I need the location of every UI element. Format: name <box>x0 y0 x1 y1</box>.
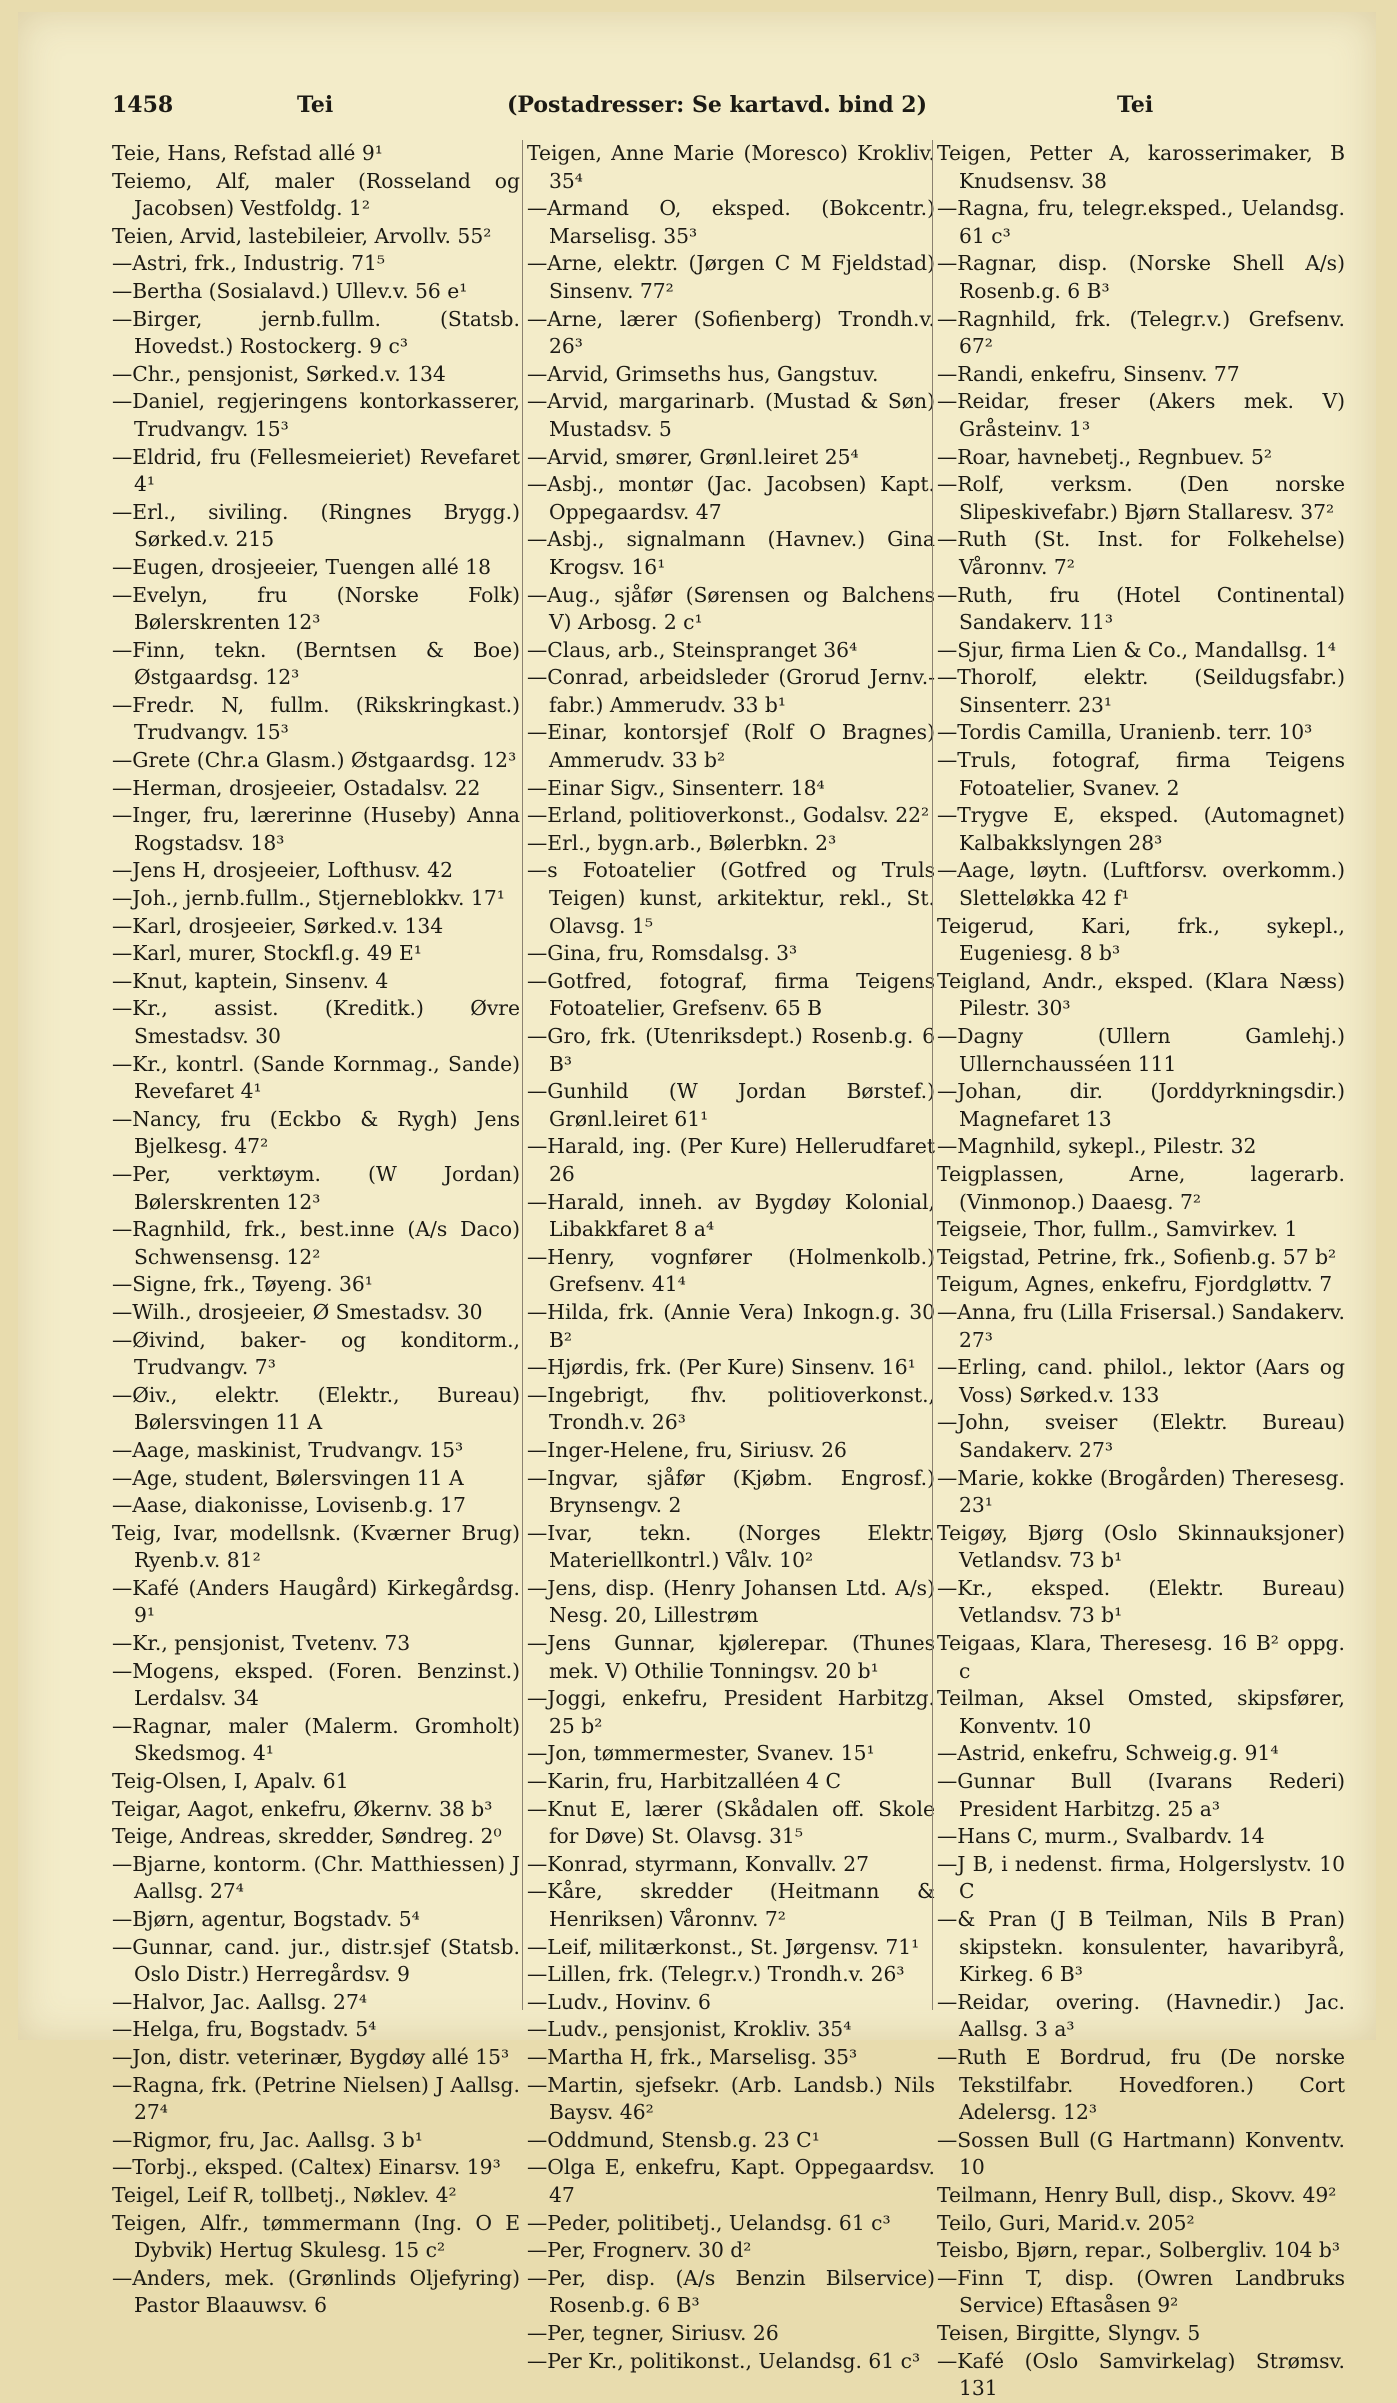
directory-entry: —Gro, frk. (Utenriksdept.) Rosenb.g. 6 B³ <box>527 1024 935 1076</box>
directory-entry: Teisbo, Bjørn, repar., Solbergliv. 104 b³ <box>937 2238 1341 2263</box>
directory-entry: —Olga E, enkefru, Kapt. Oppegaardsv. 47 <box>527 2155 935 2207</box>
directory-entry: —Age, student, Bølersvingen 11 A <box>112 1465 464 1490</box>
directory-entry: —Aage, løytn. (Luftforsv. overkomm.) Sletteløkka 42 f¹ <box>937 858 1345 911</box>
directory-entry: —Jens, disp. (Henry Johansen Ltd. A/s) Nesg. 20, Lillestrøm <box>527 1575 935 1628</box>
directory-entry: —Einar Sigv., Sinsenterr. 18⁴ <box>527 775 825 800</box>
directory-entry: —Joggi, enkefru, President Harbitzg. 25 b² <box>527 1686 935 1738</box>
directory-entry: —Erland, politioverkonst., Godalsv. 22² <box>527 803 930 828</box>
directory-entry: —Joh., jernb.fullm., Stjerneblokkv. 17¹ <box>112 886 505 911</box>
directory-entry: Teigel, Leif R, tollbetj., Nøklev. 4² <box>112 2182 457 2207</box>
directory-entry: —Fredr. N, fullm. (Rikskringkast.) Trudvangv. 15³ <box>112 692 520 745</box>
directory-entry: Teige, Andreas, skredder, Søndreg. 2⁰ <box>112 1824 502 1849</box>
directory-entry: Teisen, Birgitte, Slyngv. 5 <box>937 2320 1201 2345</box>
directory-entry: —Conrad, arbeidsleder (Grorud Jernv.-fabr.) Ammerudv. 33 b¹ <box>527 665 935 717</box>
directory-entry: —Erling, cand. philol., lektor (Aars og Voss) Sørked.v. 133 <box>937 1355 1345 1407</box>
directory-entry: —Magnhild, sykepl., Pilestr. 32 <box>937 1134 1257 1159</box>
directory-entry: —Inger, fru, lærerinne (Huseby) Anna Rogstadsv. 18³ <box>112 803 520 855</box>
directory-entry: —Harald, ing. (Per Kure) Hellerudfaret 26 <box>527 1134 935 1186</box>
directory-entry: —Randi, enkefru, Sinsenv. 77 <box>937 361 1240 386</box>
directory-entry: —Nancy, fru (Eckbo & Rygh) Jens Bjelkesg. 47² <box>112 1106 520 1159</box>
directory-entry: —Gotfred, fotograf, firma Teigens Fotoatelier, Grefsenv. 65 B <box>527 968 935 1021</box>
directory-entry: —Per, verktøym. (W Jordan) Bølerskrenten 12³ <box>112 1161 520 1214</box>
directory-entry: —Ragnhild, frk., best.inne (A/s Daco) Schwensensg. 12² <box>112 1217 520 1269</box>
directory-entry: —Mogens, eksped. (Foren. Benzinst.) Lerdalsv. 34 <box>112 1658 520 1711</box>
directory-entry: Teig-Olsen, I, Apalv. 61 <box>112 1769 349 1794</box>
directory-entry: Teigplassen, Arne, lagerarb. (Vinmonop.) Daaesg. 7² <box>937 1161 1345 1214</box>
directory-entry: —Knut E, lærer (Skådalen off. Skole for Døve) St. Olavsg. 31⁵ <box>527 1796 935 1849</box>
directory-entry: —Rigmor, fru, Jac. Aallsg. 3 b¹ <box>112 2127 423 2152</box>
directory-entry: —Anna, fru (Lilla Frisersal.) Sandakerv. 27³ <box>937 1299 1345 1352</box>
directory-entry: —Aage, maskinist, Trudvangv. 15³ <box>112 1437 464 1462</box>
directory-entry: —Helga, fru, Bogstadv. 5⁴ <box>112 2017 377 2042</box>
directory-entry: —Sjur, firma Lien & Co., Mandallsg. 1⁴ <box>937 637 1336 662</box>
directory-entry: —J B, i nedenst. firma, Holgerslystv. 10 C <box>937 1851 1345 1904</box>
directory-entry: —Kafé (Anders Haugård) Kirkegårdsg. 9¹ <box>112 1575 520 1628</box>
directory-entry: Teie, Hans, Refstad allé 9¹ <box>112 141 383 165</box>
directory-entry: —Tordis Camilla, Uranienb. terr. 10³ <box>937 720 1313 745</box>
directory-entry: —Asbj., signalmann (Havnev.) Gina Krogsv. 16¹ <box>527 527 935 579</box>
directory-entry: —Bjarne, kontorm. (Chr. Matthiessen) J Aallsg. 27⁴ <box>112 1851 520 1904</box>
directory-entry: —Thorolf, elektr. (Seildugsfabr.) Sinsenterr. 23¹ <box>937 665 1345 717</box>
directory-entry: —Oddmund, Stensb.g. 23 C¹ <box>527 2127 820 2152</box>
directory-entry: Teigen, Alfr., tømmermann (Ing. O E Dybvik) Hertug Skulesg. 15 c² <box>112 2210 520 2263</box>
directory-entry: —Truls, fotograf, firma Teigens Fotoatelier, Svanev. 2 <box>937 748 1345 800</box>
directory-entry: —Einar, kontorsjef (Rolf O Bragnes) Ammerudv. 33 b² <box>527 720 935 773</box>
directory-entry: —Trygve E, eksped. (Automagnet) Kalbakkslyngen 28³ <box>937 803 1345 855</box>
directory-entry: —Gina, fru, Romsdalsg. 3³ <box>527 941 798 966</box>
directory-entry: Teigseie, Thor, fullm., Samvirkev. 1 <box>937 1217 1298 1242</box>
directory-entry: Teigum, Agnes, enkefru, Fjordgløttv. 7 <box>937 1272 1333 1297</box>
directory-entry: —Ragnhild, frk. (Telegr.v.) Grefsenv. 67² <box>937 306 1345 359</box>
directory-entry: —Kafé (Oslo Samvirkelag) Strømsv. 131 <box>937 2348 1345 2401</box>
directory-entry: —Ivar, tekn. (Norges Elektr. Materiellkontrl.) Vålv. 10² <box>527 1520 935 1573</box>
header-postal-note: (Postadresser: Se kartavd. bind 2) <box>507 92 927 118</box>
directory-entry: —Karl, drosjeeier, Sørked.v. 134 <box>112 913 444 938</box>
directory-entry: —Finn T, disp. (Owren Landbruks Service) Eftasåsen 9² <box>937 2265 1345 2318</box>
directory-entry: —John, sveiser (Elektr. Bureau) Sandakerv. 27³ <box>937 1410 1345 1462</box>
directory-entry: —Øivind, baker- og konditorm., Trudvangv. 7³ <box>112 1327 520 1380</box>
directory-entry: —Martin, sjefsekr. (Arb. Landsb.) Nils Baysv. 46² <box>527 2072 935 2125</box>
directory-entry: Teien, Arvid, lastebileier, Arvollv. 55² <box>112 223 492 248</box>
directory-entry: —Lillen, frk. (Telegr.v.) Trondh.v. 26³ <box>527 1962 905 1987</box>
directory-entry: —Ragna, fru, telegr.eksped., Uelandsg. 61 c³ <box>937 196 1345 248</box>
directory-entry: —Reidar, freser (Akers mek. V) Gråsteinv. 1³ <box>937 389 1345 441</box>
directory-entry: —Chr., pensjonist, Sørked.v. 134 <box>112 361 446 386</box>
directory-entry: —Harald, inneh. av Bygdøy Kolonial, Libakkfaret 8 a⁴ <box>527 1189 935 1242</box>
directory-entry: Teigaas, Klara, Theresesg. 16 B² oppg. c <box>937 1631 1345 1683</box>
directory-entry: —Dagny (Ullern Gamlehj.) Ullernchausséen 111 <box>937 1024 1345 1076</box>
directory-entry: —Peder, politibetj., Uelandsg. 61 c³ <box>527 2210 891 2235</box>
directory-entry: —Rolf, verksm. (Den norske Slipeskivefabr.) Bjørn Stallaresv. 37² <box>937 472 1345 524</box>
directory-entry: —Per Kr., politikonst., Uelandsg. 61 c³ <box>527 2348 921 2373</box>
directory-entry: —Bjørn, agentur, Bogstadv. 5⁴ <box>112 1907 420 1931</box>
directory-entry: —Signe, frk., Tøyeng. 36¹ <box>112 1272 373 1297</box>
directory-entry: —Arvid, margarinarb. (Mustad & Søn) Mustadsv. 5 <box>527 389 935 441</box>
directory-entry: —s Fotoatelier (Gotfred og Truls Teigen) kunst, arkitektur, rekl., St. Olavsg. 1⁵ <box>527 858 935 938</box>
directory-entry: —Arne, lærer (Sofienberg) Trondh.v. 26³ <box>527 306 935 359</box>
directory-entry: —Anders, mek. (Grønlinds Oljefyring) Pastor Blaauwsv. 6 <box>112 2265 520 2318</box>
directory-entry: —Konrad, styrmann, Konvallv. 27 <box>527 1851 870 1876</box>
directory-entry: Teilmann, Henry Bull, disp., Skovv. 49² <box>937 2182 1337 2207</box>
directory-entry: —Bertha (Sosialavd.) Ullev.v. 56 e¹ <box>112 278 468 303</box>
directory-entry: —Herman, drosjeeier, Ostadalsv. 22 <box>112 775 481 800</box>
page-header <box>112 92 1352 128</box>
directory-entry: —Johan, dir. (Jorddyrkningsdir.) Magnefaret 13 <box>937 1079 1345 1131</box>
directory-entry: —Jens H, drosjeeier, Lofthusv. 42 <box>112 858 453 883</box>
directory-entry: Teig, Ivar, modellsnk. (Kværner Brug) Ryenb.v. 81² <box>112 1520 520 1573</box>
directory-entry: —Astrid, enkefru, Schweig.g. 91⁴ <box>937 1741 1279 1766</box>
directory-entry: —Karin, fru, Harbitzalléen 4 C <box>527 1769 842 1794</box>
directory-entry: —Sossen Bull (G Hartmann) Konventv. 10 <box>937 2127 1345 2180</box>
directory-entry: Teigen, Anne Marie (Moresco) Krokliv. 35⁴ <box>527 141 935 193</box>
directory-entry: —Per, disp. (A/s Benzin Bilservice) Rosenb.g. 6 B³ <box>527 2265 935 2318</box>
directory-entry: —Ludv., Hovinv. 6 <box>527 1989 711 2014</box>
directory-entry: —Knut, kaptein, Sinsenv. 4 <box>112 968 389 993</box>
directory-entry: —Leif, militærkonst., St. Jørgensv. 71¹ <box>527 1934 920 1959</box>
directory-entry: —Ragna, frk. (Petrine Nielsen) J Aallsg. 27⁴ <box>112 2072 520 2125</box>
directory-column-2 <box>522 140 935 2373</box>
directory-entry: —Asbj., montør (Jac. Jacobsen) Kapt. Oppegaardsv. 47 <box>527 472 935 524</box>
directory-entry: —Armand O, eksped. (Bokcentr.) Marselisg. 35³ <box>527 196 935 248</box>
directory-entry: —Henry, vognfører (Holmenkolb.) Grefsenv. 41⁴ <box>527 1244 935 1297</box>
directory-entry: —Per, Frognerv. 30 d² <box>527 2238 752 2263</box>
directory-entry: —Finn, tekn. (Berntsen & Boe) Østgaardsg. 12³ <box>112 637 520 690</box>
header-right-keyword: Tei <box>1117 92 1154 118</box>
directory-entry: —Hilda, frk. (Annie Vera) Inkogn.g. 30 B² <box>527 1299 935 1352</box>
directory-entry: Teigen, Petter A, karosserimaker, B Knudsensv. 38 <box>937 141 1345 193</box>
directory-entry: Teigøy, Bjørg (Oslo Skinnauksjoner) Vetlandsv. 73 b¹ <box>937 1520 1345 1573</box>
directory-entry: —Martha H, frk., Marselisg. 35³ <box>527 2044 858 2069</box>
directory-entry: —Wilh., drosjeeier, Ø Smestadsv. 30 <box>112 1299 483 1324</box>
directory-entry: —Astri, frk., Industrig. 71⁵ <box>112 251 386 276</box>
directory-entry: —Ingvar, sjåfør (Kjøbm. Engrosf.) Brynsengv. 2 <box>527 1465 935 1518</box>
header-left-keyword: Tei <box>297 92 334 118</box>
directory-entry: —Halvor, Jac. Aallsg. 27⁴ <box>112 1989 367 2014</box>
directory-entry: —Kr., pensjonist, Tvetenv. 73 <box>112 1631 411 1656</box>
directory-entry: —Torbj., eksped. (Caltex) Einarsv. 19³ <box>112 2155 501 2180</box>
directory-entry: —Grete (Chr.a Glasm.) Østgaardsg. 12³ <box>112 748 517 773</box>
directory-entry: —Ruth (St. Inst. for Folkehelse) Våronnv. 7² <box>937 527 1345 579</box>
page-number: 1458 <box>112 92 174 118</box>
directory-entry: —Claus, arb., Steinspranget 36⁴ <box>527 637 858 662</box>
directory-entry: —Daniel, regjeringens kontorkasserer, Trudvangv. 15³ <box>112 389 520 441</box>
directory-column-1 <box>112 140 520 2318</box>
directory-entry: —Inger-Helene, fru, Siriusv. 26 <box>527 1437 847 1462</box>
directory-entry: —Gunnar, cand. jur., distr.sjef (Statsb. Oslo Distr.) Herregårdsv. 9 <box>112 1934 520 1987</box>
directory-entry: —& Pran (J B Teilman, Nils B Pran) skipstekn. konsulenter, havaribyrå, Kirkeg. 6 B³ <box>937 1907 1345 1987</box>
directory-entry: —Arvid, Grimseths hus, Gangstuv. <box>527 361 879 386</box>
directory-entry: —Kåre, skredder (Heitmann & Henriksen) Våronnv. 7² <box>527 1879 935 1931</box>
directory-entry: Teigerud, Kari, frk., sykepl., Eugeniesg. 8 b³ <box>937 913 1345 966</box>
directory-entry: —Ingebrigt, fhv. politioverkonst., Trondh.v. 26³ <box>527 1382 935 1435</box>
directory-entry: —Birger, jernb.fullm. (Statsb. Hovedst.) Rostockerg. 9 c³ <box>112 306 520 359</box>
directory-entry: Teilo, Guri, Marid.v. 205² <box>937 2210 1195 2235</box>
directory-entry: —Reidar, overing. (Havnedir.) Jac. Aallsg. 3 a³ <box>937 1989 1345 2042</box>
directory-entry: —Jens Gunnar, kjølerepar. (Thunes mek. V) Othilie Tonningsv. 20 b¹ <box>527 1631 935 1683</box>
directory-entry: —Eldrid, fru (Fellesmeieriet) Revefaret 4¹ <box>112 444 520 497</box>
directory-entry: —Karl, murer, Stockfl.g. 49 E¹ <box>112 941 422 966</box>
directory-entry: —Jon, distr. veterinær, Bygdøy allé 15³ <box>112 2044 510 2069</box>
directory-entry: —Arne, elektr. (Jørgen C M Fjeldstad) Sinsenv. 77² <box>527 251 935 303</box>
directory-entry: —Arvid, smører, Grønl.leiret 25⁴ <box>527 444 859 469</box>
directory-entry: —Gunhild (W Jordan Børstef.) Grønl.leiret 61¹ <box>527 1079 935 1131</box>
directory-entry: Teigar, Aagot, enkefru, Økernv. 38 b³ <box>112 1796 493 1821</box>
directory-entry: —Aase, diakonisse, Lovisenb.g. 17 <box>112 1493 466 1518</box>
directory-entry: Teigstad, Petrine, frk., Sofienb.g. 57 b² <box>937 1244 1337 1269</box>
directory-entry: —Per, tegner, Siriusv. 26 <box>527 2320 779 2345</box>
directory-entry: —Kr., kontrl. (Sande Kornmag., Sande) Revefaret 4¹ <box>112 1051 520 1104</box>
directory-entry: —Roar, havnebetj., Regnbuev. 5² <box>937 444 1272 469</box>
directory-entry: —Erl., bygn.arb., Bølerbkn. 2³ <box>527 830 837 855</box>
directory-entry: —Marie, kokke (Brogården) Theresesg. 23¹ <box>937 1465 1345 1518</box>
directory-entry: Teiemo, Alf, maler (Rosseland og Jacobsen) Vestfoldg. 1² <box>112 168 520 221</box>
directory-entry: —Evelyn, fru (Norske Folk) Bølerskrenten 12³ <box>112 582 520 635</box>
directory-entry: —Hans C, murm., Svalbardv. 14 <box>937 1824 1265 1849</box>
directory-entry: —Aug., sjåfør (Sørensen og Balchens V) Arbosg. 2 c¹ <box>527 582 935 635</box>
directory-entry: —Ludv., pensjonist, Krokliv. 35⁴ <box>527 2017 852 2042</box>
directory-entry: —Gunnar Bull (Ivarans Rederi) President Harbitzg. 25 a³ <box>937 1769 1345 1821</box>
directory-entry: —Jon, tømmermester, Svanev. 15¹ <box>527 1741 875 1766</box>
directory-entry: —Kr., assist. (Kreditk.) Øvre Smestadsv. 30 <box>112 996 520 1048</box>
directory-entry: —Ragnar, disp. (Norske Shell A/s) Rosenb.g. 6 B³ <box>937 251 1345 303</box>
directory-entry: —Eugen, drosjeeier, Tuengen allé 18 <box>112 554 491 579</box>
directory-entry: —Ruth, fru (Hotel Continental) Sandakerv. 11³ <box>937 582 1345 635</box>
directory-entry: —Kr., eksped. (Elektr. Bureau) Vetlandsv. 73 b¹ <box>937 1575 1345 1628</box>
directory-entry: —Hjørdis, frk. (Per Kure) Sinsenv. 16¹ <box>527 1355 916 1380</box>
directory-entry: Teilman, Aksel Omsted, skipsfører, Konventv. 10 <box>937 1686 1345 1738</box>
directory-entry: —Ruth E Bordrud, fru (De norske Tekstilfabr. Hovedforen.) Cort Adelersg. 12³ <box>937 2044 1345 2125</box>
directory-column-3 <box>932 140 1345 2401</box>
directory-entry: —Øiv., elektr. (Elektr., Bureau) Bølersvingen 11 A <box>112 1382 520 1435</box>
directory-entry: —Erl., siviling. (Ringnes Brygg.) Sørked.v. 215 <box>112 499 520 552</box>
directory-entry: Teigland, Andr., eksped. (Klara Næss) Pilestr. 30³ <box>937 968 1345 1021</box>
directory-entry: —Ragnar, maler (Malerm. Gromholt) Skedsmog. 4¹ <box>112 1713 520 1766</box>
